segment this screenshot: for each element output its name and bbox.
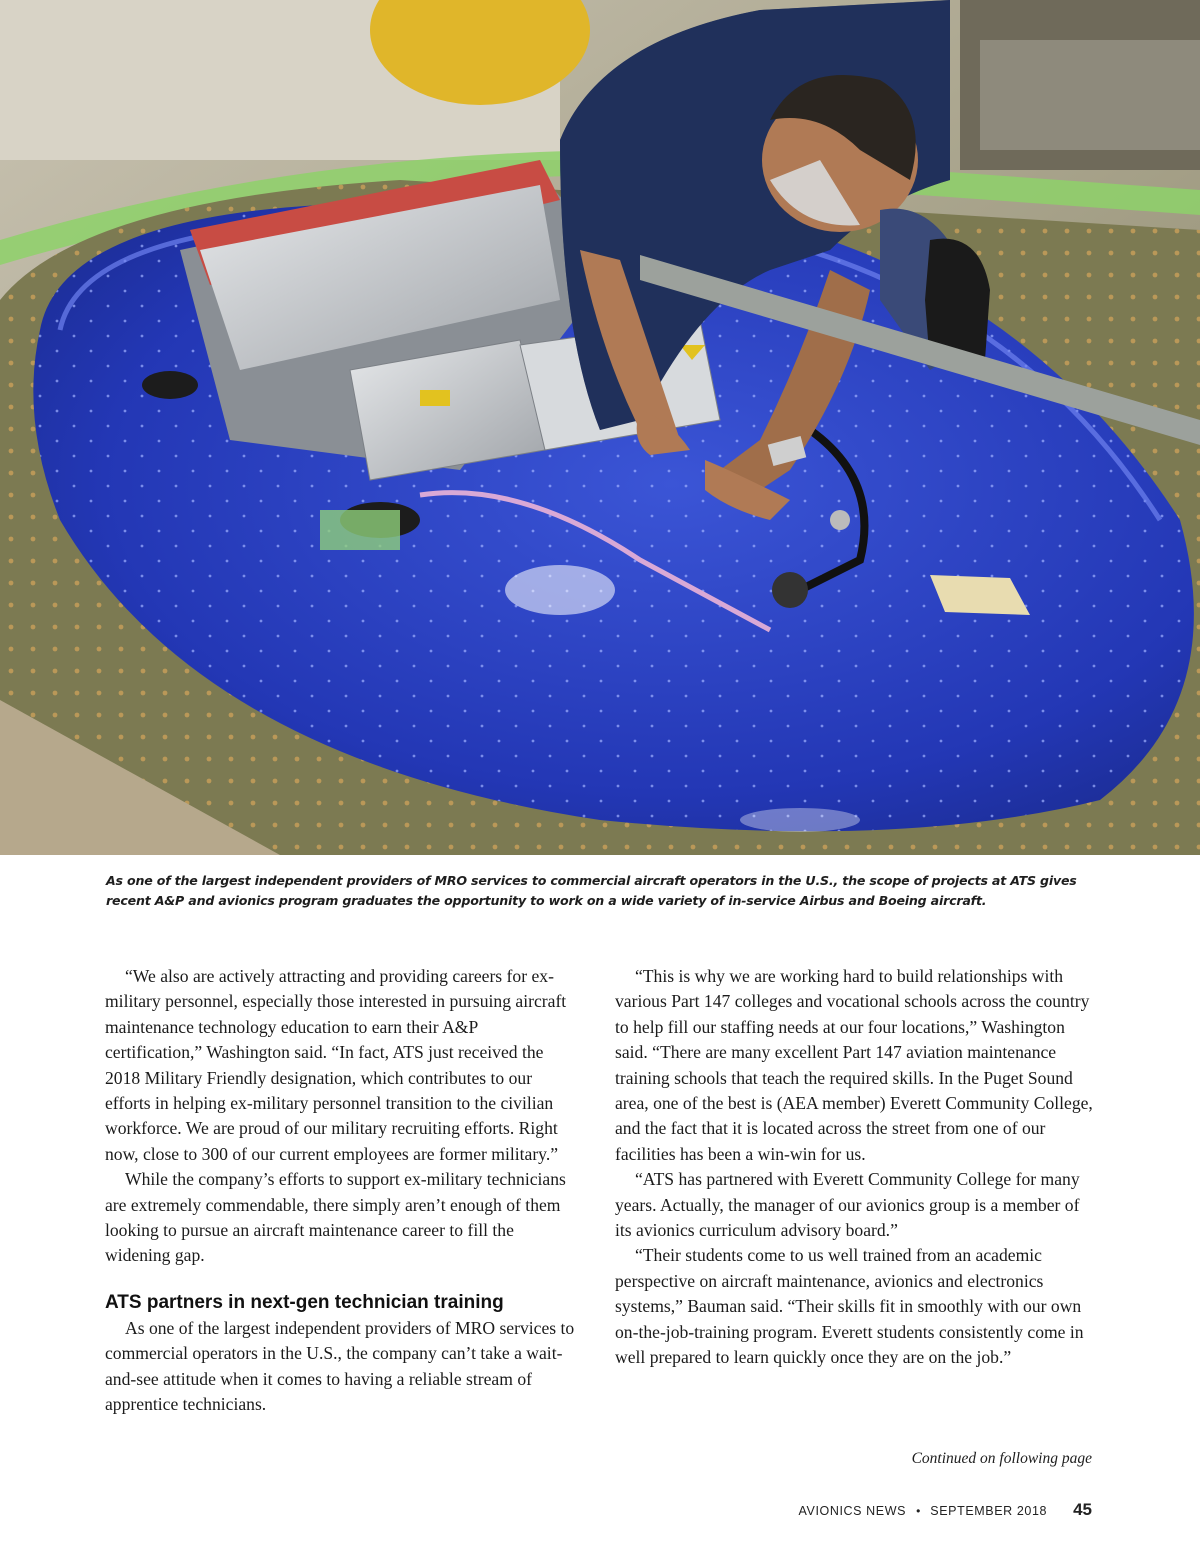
photo-caption: As one of the largest independent providers of MRO services to commercial aircraft operators in the U.S., the scope of projects at ATS gives recent A&P and avionics program graduates the opportunity to work on a wide variety of in-service Airbus and Boeing aircraft. [106, 873, 1077, 908]
section-heading: ATS partners in next-gen technician training [105, 1291, 504, 1313]
continued-note: Continued on following page [911, 1450, 1092, 1467]
issue-date: SEPTEMBER 2018 [930, 1504, 1048, 1518]
left-paragraph-3: As one of the largest independent providers of MRO services to commercial operators in the U.S., the company can’t take a wait-and-see attitude when it comes to having a reliable stream of apprentice technicians. [105, 1317, 575, 1415]
footer-bullet: • [916, 1504, 921, 1518]
publication-name: AVIONICS NEWS [798, 1504, 907, 1518]
page-footer [799, 1500, 1093, 1520]
page-number: 45 [1073, 1500, 1092, 1519]
right-paragraph-2: “ATS has partnered with Everett Community College for many years. Actually, the manager of our avionics group is a member of its avionics curriculum advisory board.” [615, 1169, 1080, 1241]
right-paragraph-3: “Their students come to us well trained from an academic perspective on aircraft maintenance, avionics and electronics systems,” Bauman said. “Their skills fit in smoothly with our own on-the-job-training program. Everett students consistently come in well prepared to learn quickly once they are on the job.” [615, 1245, 1084, 1368]
right-column [615, 964, 1095, 1371]
left-paragraph-2: While the company’s efforts to support ex-military technicians are extremely commendable, there simply aren’t enough of them looking to pursue an aircraft maintenance career to fill the widening gap. [105, 1169, 566, 1266]
left-paragraph-1: “We also are actively attracting and providing careers for ex-military personnel, especially those interested in pursuing aircraft maintenance technology education to earn their A&P certification,” Washington said. “In fact, ATS just received the 2018 Military Friendly designation, which contributes to our efforts in helping ex-military personnel transition to the civilian workforce. We are proud of our military recruiting efforts. Right now, close to 300 of our current employees are former military.” [105, 966, 567, 1164]
left-column [105, 964, 575, 1418]
right-paragraph-1: “This is why we are working hard to build relationships with various Part 147 colleges and vocational schools across the country to help fill our staffing needs at our four locations,” Washington said. “There are many excellent Part 147 aviation maintenance training schools that teach the required skills. In the Puget Sound area, one of the best is (AEA member) Everett Community College, and the fact that it is located across the street from one of our facilities has been a win-win for us. [615, 966, 1093, 1164]
